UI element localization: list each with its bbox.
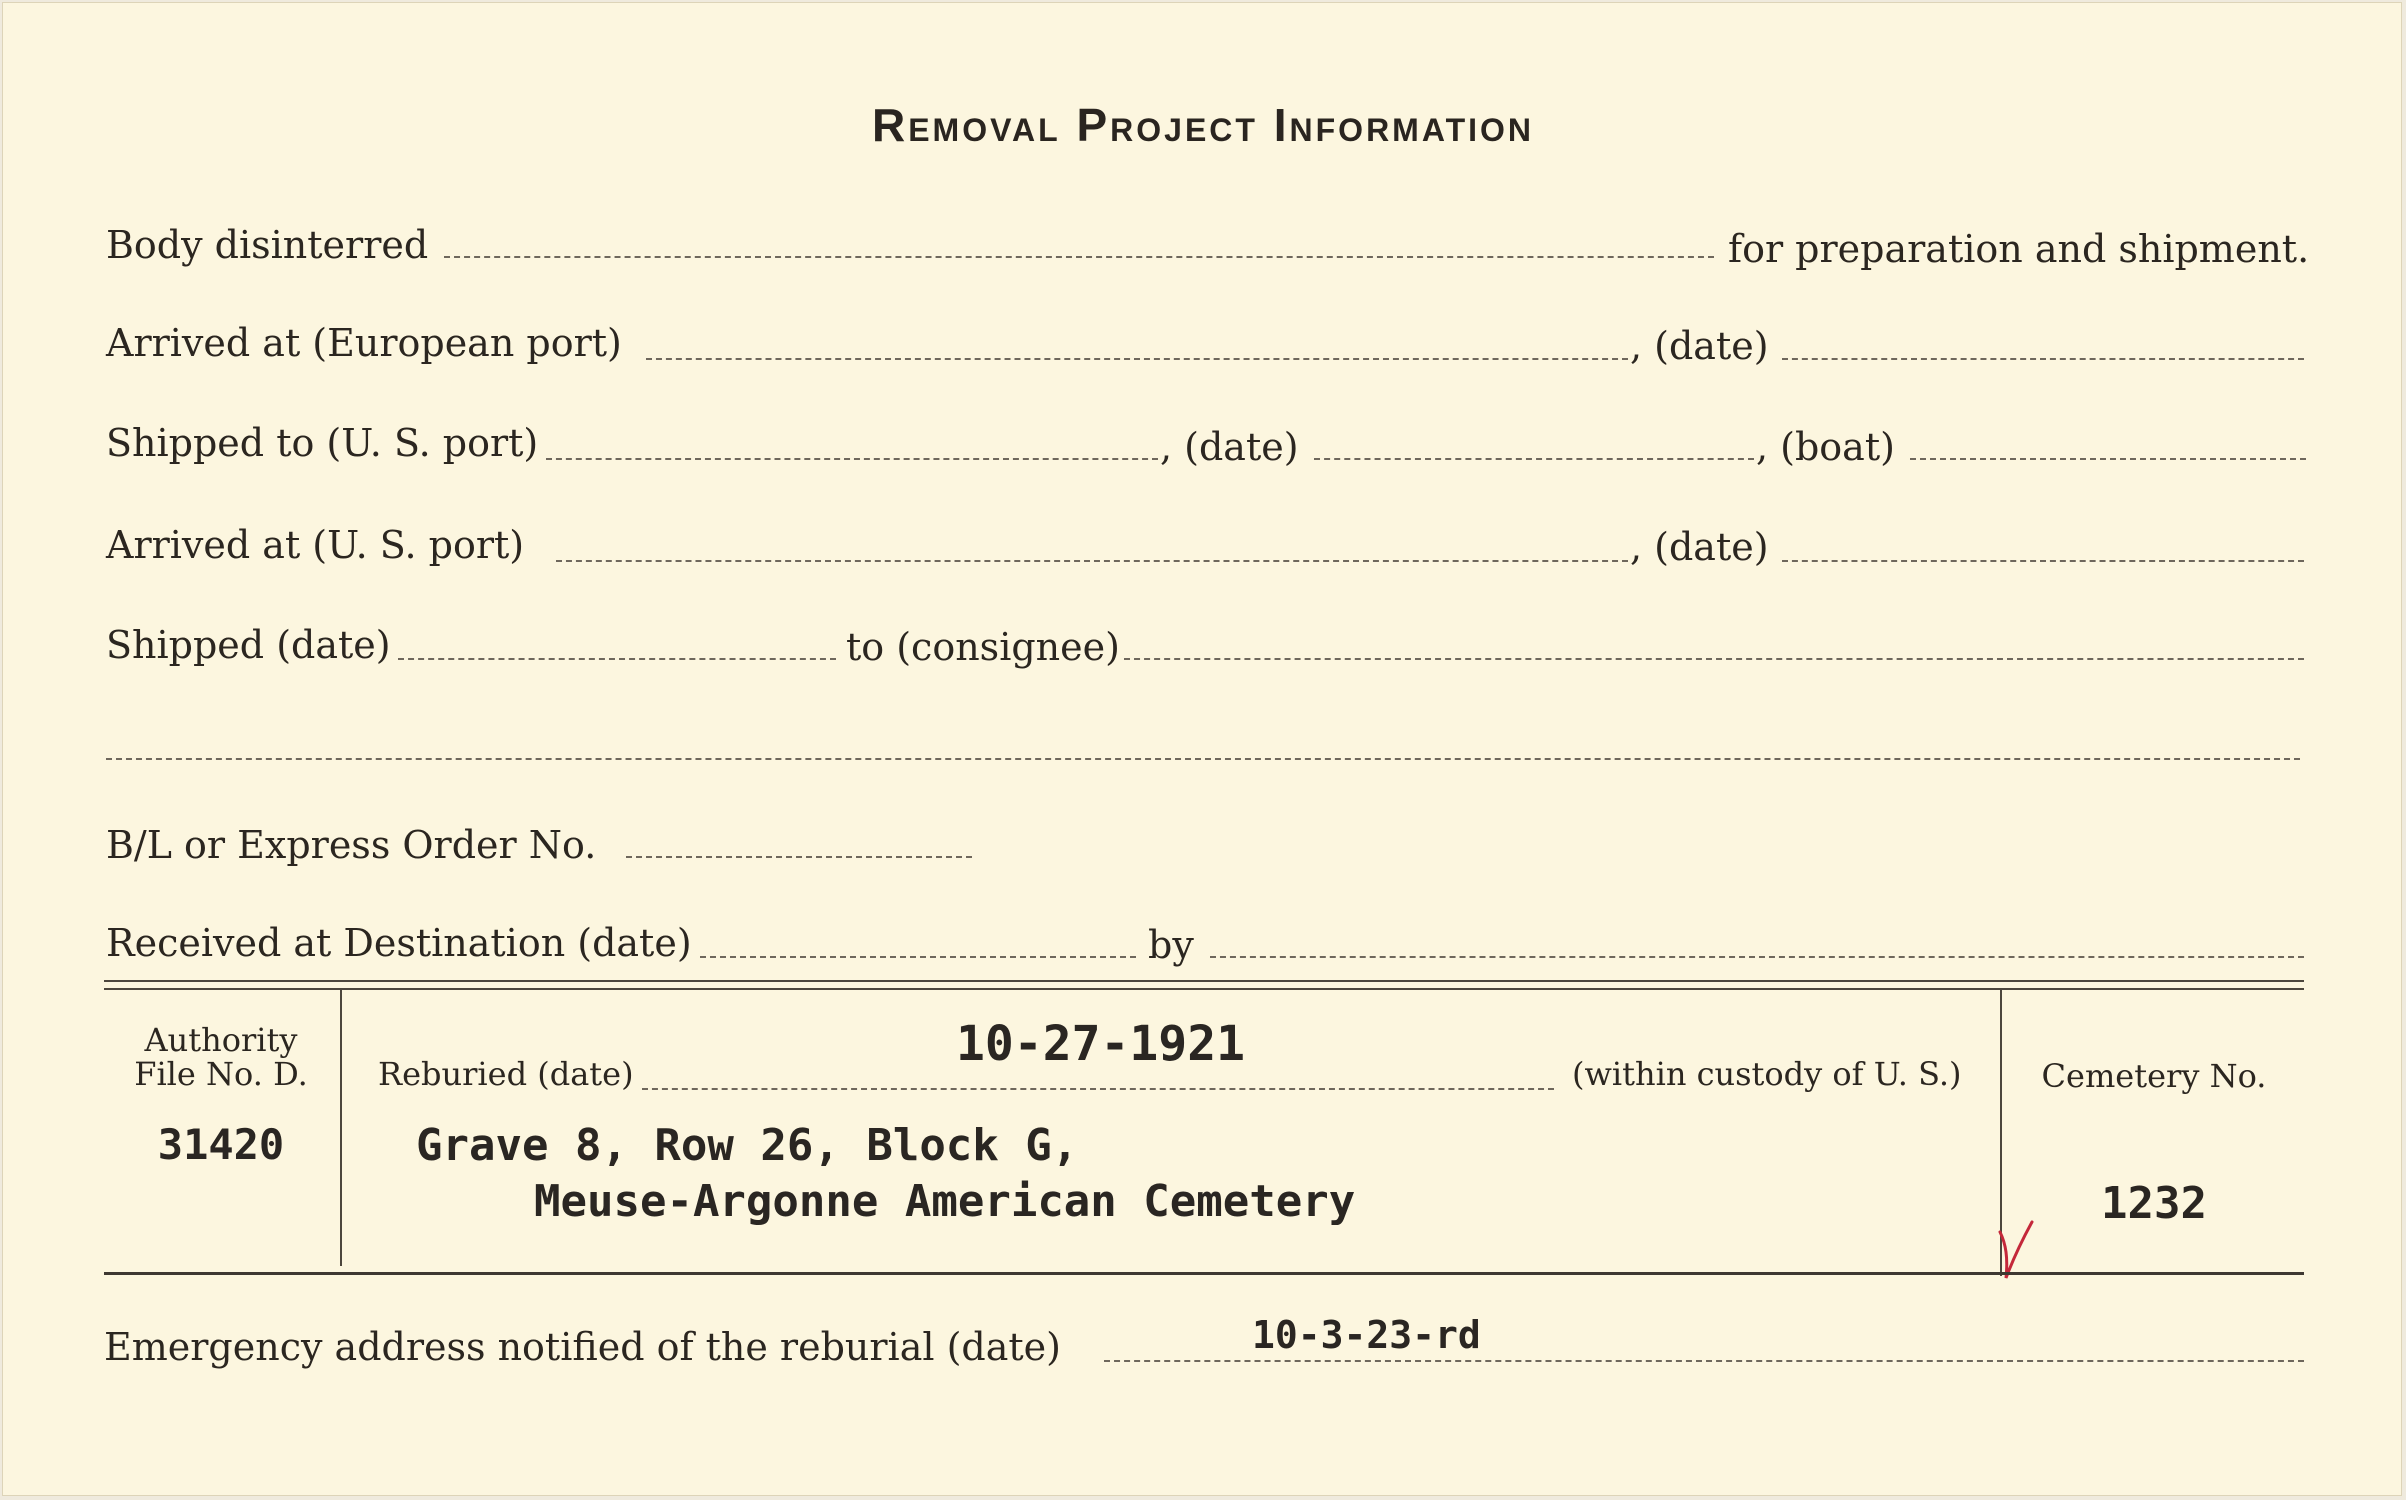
label-received-destination: Received at Destination (date) — [106, 921, 692, 965]
field-arrived-us-port[interactable] — [556, 560, 1628, 562]
table-bottom-border — [104, 1272, 2304, 1275]
label-to-consignee: to (consignee) — [846, 625, 1120, 669]
field-shipped-us-date[interactable] — [1314, 458, 1754, 460]
label-arrived-us-date: , (date) — [1630, 525, 1769, 569]
label-boat: , (boat) — [1756, 425, 1895, 469]
label-shipped-date: , (date) — [1160, 425, 1299, 469]
label-body-disinterred: Body disinterred — [106, 223, 429, 267]
field-bl-order[interactable] — [626, 856, 972, 858]
field-us-port[interactable] — [546, 458, 1158, 460]
field-arrived-us-date[interactable] — [1782, 560, 2304, 562]
label-emergency-address: Emergency address notified of the reburial (date) — [104, 1325, 1061, 1369]
field-received-date[interactable] — [700, 956, 1136, 958]
field-european-date[interactable] — [1782, 358, 2304, 360]
label-custody: (within custody of U. S.) — [1572, 1055, 1962, 1093]
value-cemetery-no: 1232 — [2101, 1178, 2207, 1229]
value-cemetery-name: Meuse-Argonne American Cemetery — [534, 1176, 1356, 1227]
label-for-preparation: for preparation and shipment. — [1728, 227, 2310, 271]
field-european-port[interactable] — [646, 358, 1628, 360]
field-emergency-date[interactable] — [1104, 1360, 2304, 1362]
label-shipped-to-us-port: Shipped to (U. S. port) — [106, 421, 539, 465]
field-received-by[interactable] — [1210, 956, 2304, 958]
field-consignee-continued[interactable] — [106, 758, 2300, 760]
label-european-date: , (date) — [1630, 324, 1769, 368]
table-top-border — [104, 980, 2304, 990]
label-file-no: File No. D. — [134, 1055, 308, 1093]
field-body-disinterred[interactable] — [444, 256, 1714, 258]
label-shipped-date-consignee: Shipped (date) — [106, 623, 391, 667]
label-authority: Authority — [144, 1021, 298, 1059]
value-grave-location: Grave 8, Row 26, Block G, — [416, 1120, 1079, 1171]
value-file-no: 31420 — [157, 1120, 285, 1169]
value-reburied-date: 10-27-1921 — [956, 1016, 1245, 1072]
field-consignee[interactable] — [1124, 658, 2304, 660]
field-shipped-date[interactable] — [398, 658, 836, 660]
page-title: Removal Project Information — [871, 99, 1535, 151]
label-by: by — [1148, 923, 1194, 967]
label-arrived-us-port: Arrived at (U. S. port) — [106, 523, 525, 567]
label-bl-order: B/L or Express Order No. — [106, 823, 597, 867]
value-emergency-date: 10-3-23-rd — [1252, 1313, 1481, 1357]
table-divider-left — [340, 990, 342, 1266]
field-reburied-date[interactable] — [642, 1088, 1554, 1090]
field-boat[interactable] — [1910, 458, 2306, 460]
label-cemetery-no: Cemetery No. — [2041, 1057, 2267, 1095]
label-reburied-date: Reburied (date) — [378, 1055, 634, 1093]
label-arrived-european-port: Arrived at (European port) — [106, 321, 622, 365]
